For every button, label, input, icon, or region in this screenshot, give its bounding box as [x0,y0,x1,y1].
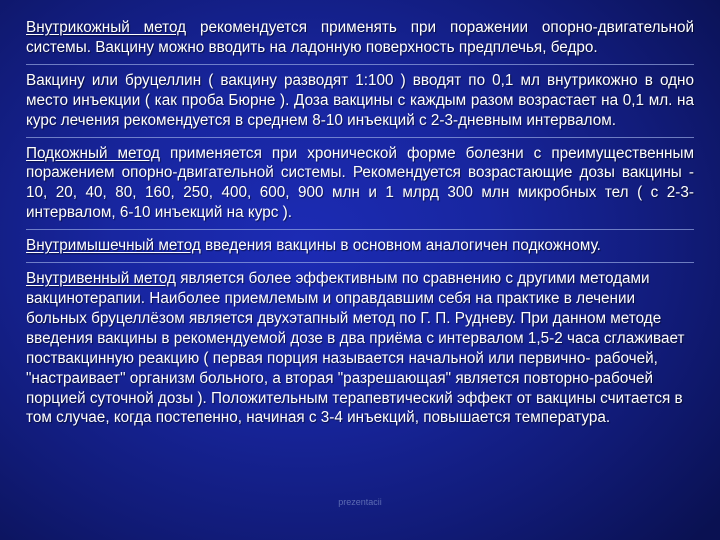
intradermal-method-heading: Внутрикожный метод [26,19,187,36]
intravenous-method-text: является более эффективным по сравнению с другими методами вакцинотерапии. Наиболее приемлемым и оправдавшим себя на практике в лечении больных бруцеллёзом является двухэтапный метод по Г. П. Рудневу. При данном методе введения вакцины в рекомендуемой дозе в два приёма с интервалом 1,5-2 часа сглаживает поствакцинную реакцию ( первая порция называется начальной или первично- рабочей, "настраивает" организм больного, а вторая "разрешающая" является повторно-рабочей порцией суточной дозы ). Положительным терапевтический эффект от вакцины считается в том случае, когда постепенно, начиная с 3-4 инъекций, повышается температура. [26,270,685,427]
paragraph-intramuscular-method [26,236,694,256]
paragraph-intravenous-method [26,269,694,428]
paragraph-subcutaneous-method [26,144,694,224]
divider [26,229,694,230]
subcutaneous-method-heading: Подкожный метод [26,144,160,162]
footer-watermark: prezentacii [338,497,382,507]
intramuscular-method-heading: Внутримышечный метод [26,237,201,255]
paragraph-intradermal-method [26,18,694,58]
intravenous-method-heading: Внутривенный метод [26,270,176,288]
divider [26,262,694,263]
subcutaneous-method-text: применяется при хронической форме болезни с преимущественным поражением опорно-двигательной системы. Рекомендуется возрастающие дозы вакцины - 10, 20, 40, 80, 160, 250, 400, 600, 900 млн и 1 млрд 300 млн микробных тел ( с 2-3- интервалом, 6-10 инъекций на курс ). [26,144,694,222]
divider [26,137,694,138]
paragraph-brucellin-dosage [26,71,694,131]
brucellin-dosage-text: Вакцину или бруцеллин ( вакцину разводят 1:100 ) вводят по 0,1 мл внутрикожно в одно место инъекции ( как проба Бюрне ). Доза вакцины с каждым разом возрастает на 0,1 мл. на курс лечения рекомендуется в среднем 8-10 инъекций с 2-3-дневным интервалом. [26,71,694,129]
intramuscular-method-text: введения вакцины в основном аналогичен подкожному. [200,237,601,255]
intradermal-method-text: рекомендуется применять при поражении опорно-двигательной системы. Вакцину можно вводить на ладонную поверхность предплечья, бедро. [26,19,694,56]
divider [26,64,694,65]
slide-content [26,18,694,428]
